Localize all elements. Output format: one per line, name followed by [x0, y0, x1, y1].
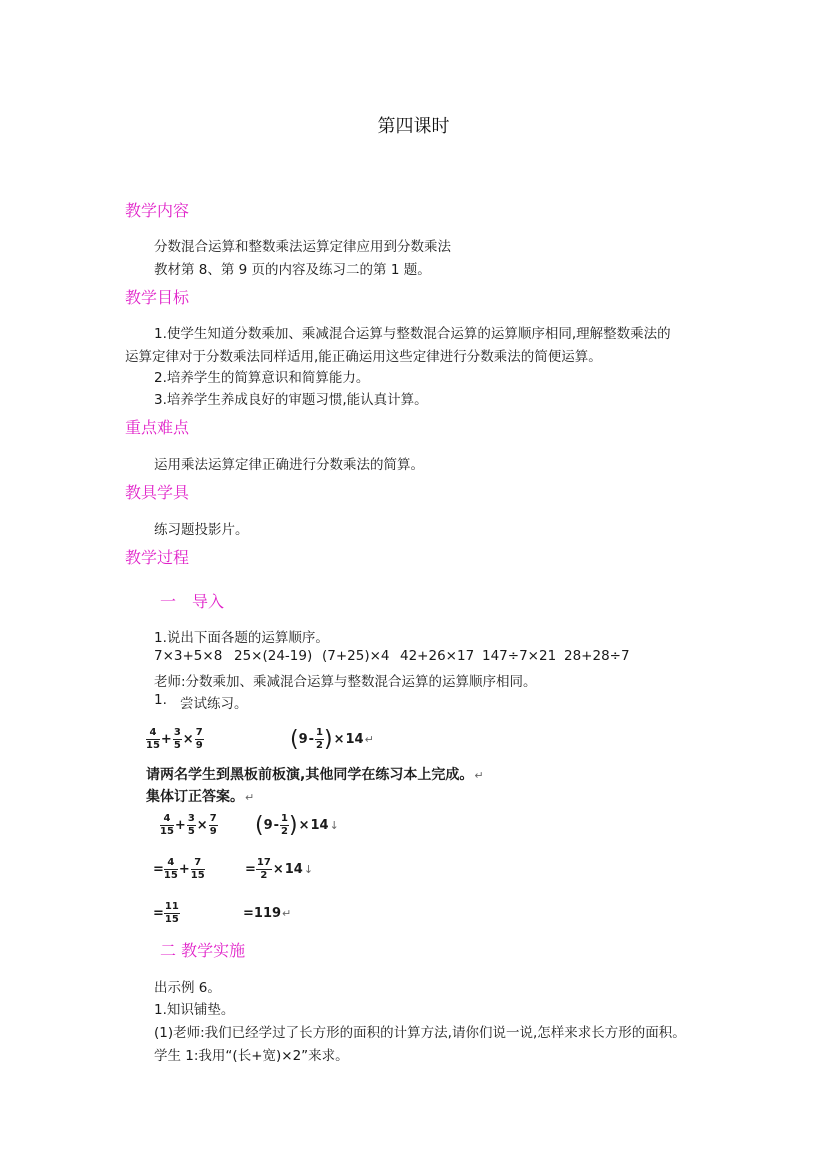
solution-1-step-2: = $\frac{4}{15}$ + $\frac{7}{15}$ — [153, 857, 205, 881]
fraction: $\frac{3}{5}$ — [173, 727, 181, 751]
page-title: 第四课时 — [377, 116, 450, 137]
expr-3: (7+25)×4 — [322, 648, 390, 664]
fraction: $\frac{1}{2}$ — [281, 813, 289, 837]
tools-text: 练习题投影片。 — [154, 522, 249, 538]
problem-1-expression: $\frac{4}{15}$ + $\frac{3}{5}$ × $\frac{7}{9}$ — [146, 727, 203, 751]
try-text: 尝试练习。 — [180, 696, 248, 712]
board-instruction: 请两名学生到黑板前板演,其他同学在练习本上完成。↵ — [146, 767, 484, 783]
fraction: $\frac{3}{5}$ — [187, 813, 195, 837]
part-1-line-1: 1.说出下面各题的运算顺序。 — [154, 630, 329, 646]
expr-5: 147÷7×21 — [482, 648, 557, 664]
paragraph-mark: ↓ — [329, 819, 339, 832]
fraction: $\frac{7}{15}$ — [190, 857, 205, 881]
fraction: $\frac{4}{15}$ — [160, 813, 174, 837]
part-2-line-4: 学生 1:我用“(长+宽)×2”来求。 — [154, 1048, 349, 1064]
solution-2-result: =119 ↵ — [243, 906, 292, 921]
fraction: $\frac{7}{9}$ — [209, 813, 217, 837]
part-2-line-3: (1)老师:我们已经学过了长方形的面积的计算方法,请你们说一说,怎样来求长方形的面积。 — [154, 1025, 686, 1041]
solution-1-step-1: $\frac{4}{15}$ + $\frac{3}{5}$ × $\frac{7}{9}$ — [160, 813, 217, 837]
expr-2: 25×(24-19) — [234, 648, 313, 664]
goal-1-line-2: 运算定律对于分数乘法同样适用,能正确运用这些定律进行分数乘法的简便运算。 — [125, 349, 602, 365]
content-text: 教材第 8、第 9 页的内容及练习二的第 1 题。 — [154, 262, 431, 278]
paragraph-mark: ↵ — [282, 907, 292, 920]
paragraph-mark: ↵ — [245, 791, 255, 804]
part-1-heading: 一 导入 — [160, 592, 225, 611]
goal-3: 3.培养学生养成良好的审题习惯,能认真计算。 — [154, 392, 428, 408]
heading-teaching-process: 教学过程 — [125, 548, 190, 567]
part-2-heading: 二 教学实施 — [160, 941, 246, 960]
try-number: 1. — [154, 692, 167, 708]
part-2-line-2: 1.知识铺垫。 — [154, 1002, 235, 1018]
paragraph-mark: ↵ — [474, 769, 484, 782]
solution-2-step-1: ( 9 - $\frac{1}{2}$ ) × 14 ↓ — [255, 812, 339, 838]
fraction: $\frac{4}{15}$ — [146, 727, 160, 751]
heading-teaching-tools: 教具学具 — [125, 483, 190, 502]
part-2-line-1: 出示例 6。 — [154, 980, 221, 996]
heading-teaching-content: 教学内容 — [125, 201, 190, 220]
heading-teaching-goals: 教学目标 — [125, 288, 190, 307]
fraction: $\frac{7}{9}$ — [195, 727, 203, 751]
expr-1: 7×3+5×8 — [154, 648, 223, 664]
content-subtitle: 分数混合运算和整数乘法运算定律应用到分数乘法 — [154, 239, 451, 255]
goal-2: 2.培养学生的简算意识和简算能力。 — [154, 370, 370, 386]
fraction: $\frac{4}{15}$ — [163, 857, 178, 881]
solution-1-step-3: = $\frac{11}{15}$ — [153, 901, 179, 925]
solution-2-step-2: = $\frac{17}{2}$ × 14 ↓ — [245, 857, 314, 881]
expr-4: 42+26×17 — [400, 648, 475, 664]
expr-6: 28+28÷7 — [564, 648, 630, 664]
key-points-text: 运用乘法运算定律正确进行分数乘法的简算。 — [154, 457, 424, 473]
heading-key-points: 重点难点 — [125, 418, 190, 437]
problem-2-expression: ( 9 - $\frac{1}{2}$ ) × 14 ↵ — [290, 726, 374, 752]
paragraph-mark: ↓ — [303, 863, 314, 876]
fraction: $\frac{17}{2}$ — [256, 857, 271, 881]
goal-1-line-1: 1.使学生知道分数乘加、乘减混合运算与整数混合运算的运算顺序相同,理解整数乘法的 — [154, 326, 671, 342]
paragraph-mark: ↵ — [364, 733, 374, 746]
fraction: $\frac{1}{2}$ — [316, 727, 324, 751]
check-answers: 集体订正答案。↵ — [146, 789, 255, 805]
teacher-note: 老师:分数乘加、乘减混合运算与整数混合运算的运算顺序相同。 — [154, 674, 537, 690]
fraction: $\frac{11}{15}$ — [164, 901, 179, 925]
